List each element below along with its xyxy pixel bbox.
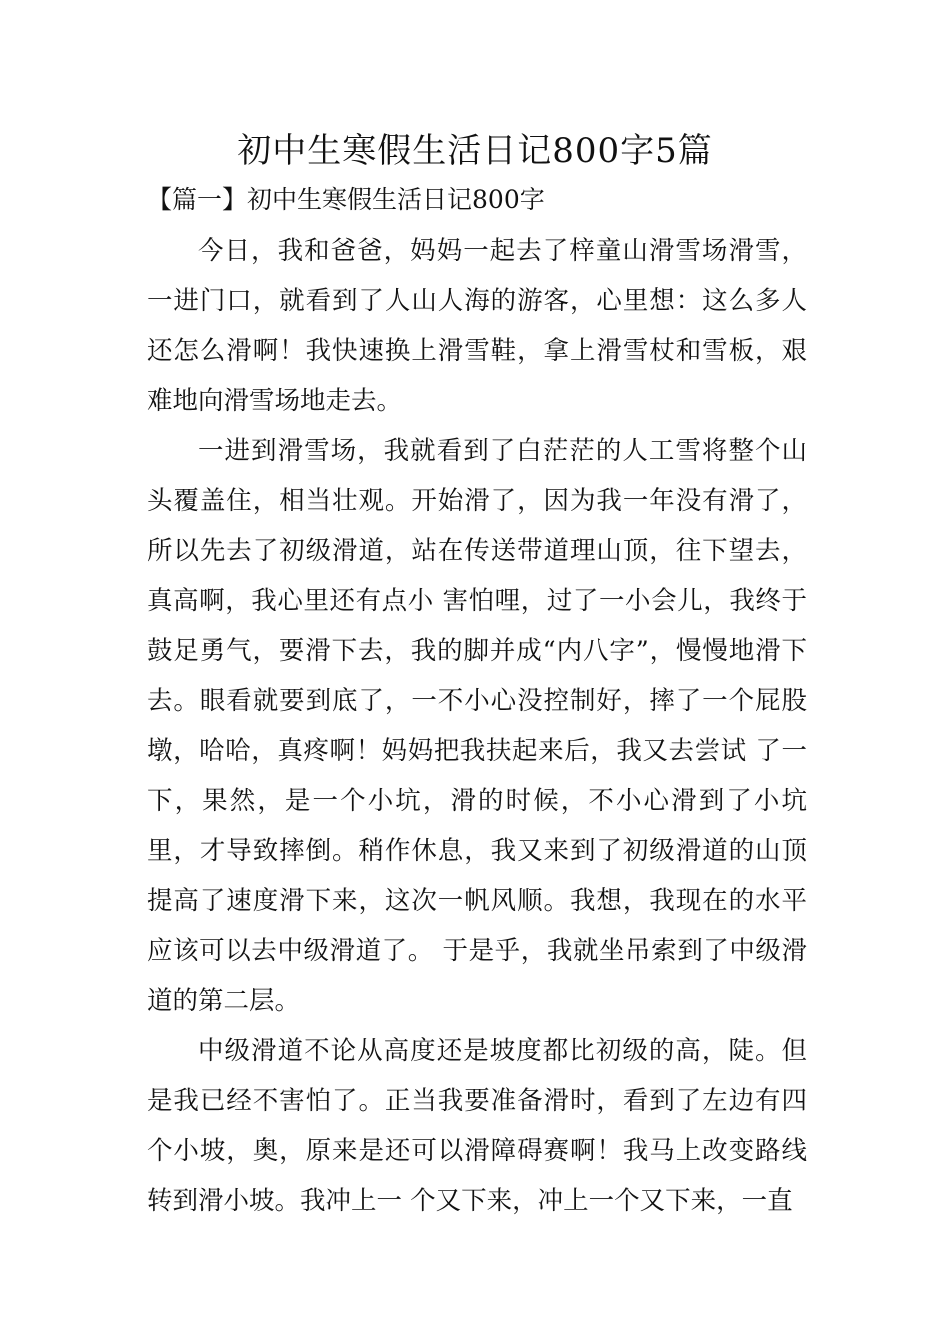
- paragraph-2: 一进到滑雪场，我就看到了白茫茫的人工雪将整个山头覆盖住，相当壮观。开始滑了，因为我一年没有滑了，所以先去了初级滑道，站在传送带道理山顶，往下望去，真高啊，我心里还有点小 害怕哩，过了一小会儿，我终于鼓足勇气，要滑下去，我的脚并成“内八字”，慢慢地滑下去。眼看就要到底了，一不小心没控制好，摔了一个屁股墩，哈哈，真疼啊！妈妈把我扶起来后，我又去尝试 了一下，果然，是一个小坑，滑的时候，不小心滑到了小坑里，才导致摔倒。稍作休息，我又来到了初级滑道的山顶提高了速度滑下来，这次一帆风顺。我想，我现在的水平应该可以去中级滑道了。 于是乎，我就坐吊索到了中级滑道的第二层。: [147, 436, 807, 1016]
- paragraph-1: 今日，我和爸爸，妈妈一起去了梓童山滑雪场滑雪，一进门口，就看到了人山人海的游客，心里想：这么多人还怎么滑啊！我快速换上滑雪鞋，拿上滑雪杖和雪板，艰难地向滑雪场地走去。: [147, 236, 807, 416]
- section-heading: 【篇一】初中生寒假生活日记800字: [147, 185, 545, 214]
- paragraph-3: 中级滑道不论从高度还是坡度都比初级的高，陡。但是我已经不害怕了。正当我要准备滑时，看到了左边有四个小坡，奥，原来是还可以滑障碍赛啊！我马上改变路线转到滑小坡。我冲上一 个又下来，冲上一个又下来，一直: [147, 1036, 807, 1216]
- document-body: [147, 226, 807, 1226]
- document-title: 初中生寒假生活日记800字5篇: [237, 131, 713, 171]
